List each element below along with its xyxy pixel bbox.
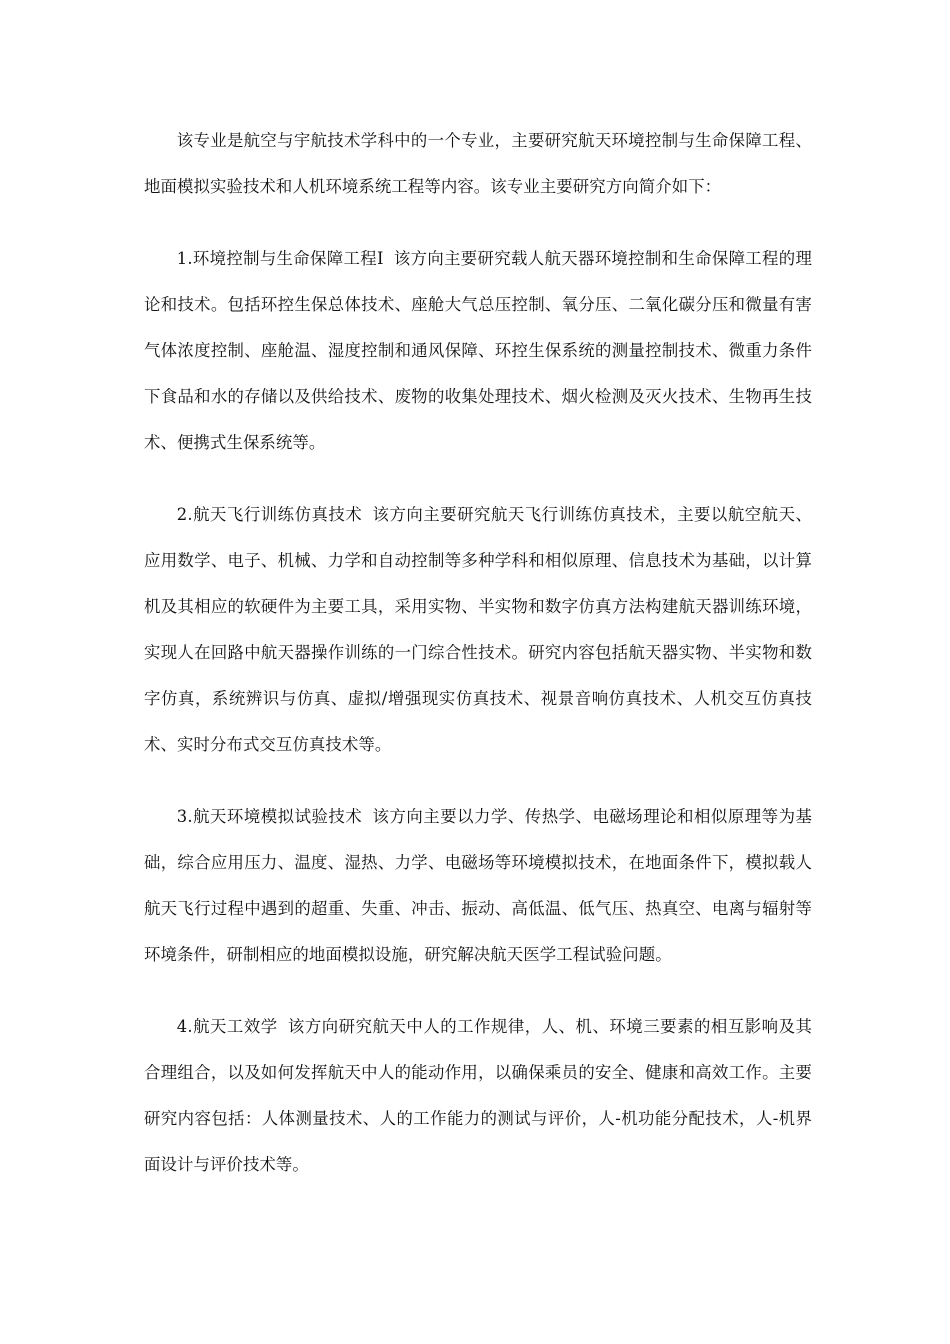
intro-paragraph: 该专业是航空与宇航技术学科中的一个专业，主要研究航天环境控制与生命保障工程、地面模拟实验技术和人机环境系统工程等内容。该专业主要研究方向简介如下：: [144, 131, 812, 196]
section-heading-1: 1.环境控制与生命保障工程Ⅰ: [176, 249, 384, 268]
section-paragraph-1: [144, 236, 812, 466]
section-paragraph-2: [144, 492, 812, 768]
section-paragraph-3: [144, 794, 812, 978]
section-text-2: 该方向主要研究航天飞行训练仿真技术，主要以航空航天、应用数学、电子、机械、力学和自动控制等多种学科和相似原理、信息技术为基础，以计算机及其相应的软硬件为主要工具，采用实物、半实物和数字仿真方法构建航天器训练环境，实现人在回路中航天器操作训练的一门综合性技术。研究内容包括航天器实物、半实物和数字仿真，系统辨识与仿真、虚拟/增强现实仿真技术、视景音响仿真技术、人机交互仿真技术、实时分布式交互仿真技术等。: [144, 505, 812, 754]
section-text-4: 该方向研究航天中人的工作规律，人、机、环境三要素的相互影响及其合理组合，以及如何发挥航天中人的能动作用，以确保乘员的安全、健康和高效工作。主要研究内容包括：人体测量技术、人的工作能力的测试与评价，人-机功能分配技术，人-机界面设计与评价技术等。: [144, 1017, 812, 1174]
section-text-1: 该方向主要研究载人航天器环境控制和生命保障工程的理论和技术。包括环控生保总体技术、座舱大气总压控制、氧分压、二氧化碳分压和微量有害气体浓度控制、座舱温、湿度控制和通风保障、环控生保系统的测量控制技术、微重力条件下食品和水的存储以及供给技术、废物的收集处理技术、烟火检测及灭火技术、生物再生技术、便携式生保系统等。: [144, 249, 813, 452]
section-paragraph-4: [144, 1004, 812, 1188]
section-heading-3: 3.航天环境模拟试验技术: [176, 807, 363, 826]
section-text-3: 该方向主要以力学、传热学、电磁场理论和相似原理等为基础，综合应用压力、温度、湿热、力学、电磁场等环境模拟技术，在地面条件下，模拟载人航天飞行过程中遇到的超重、失重、冲击、振动、高低温、低气压、热真空、电离与辐射等环境条件，研制相应的地面模拟设施，研究解决航天医学工程试验问题。: [144, 807, 812, 964]
section-heading-2: 2.航天飞行训练仿真技术: [176, 505, 363, 524]
section-heading-4: 4.航天工效学: [176, 1017, 278, 1036]
